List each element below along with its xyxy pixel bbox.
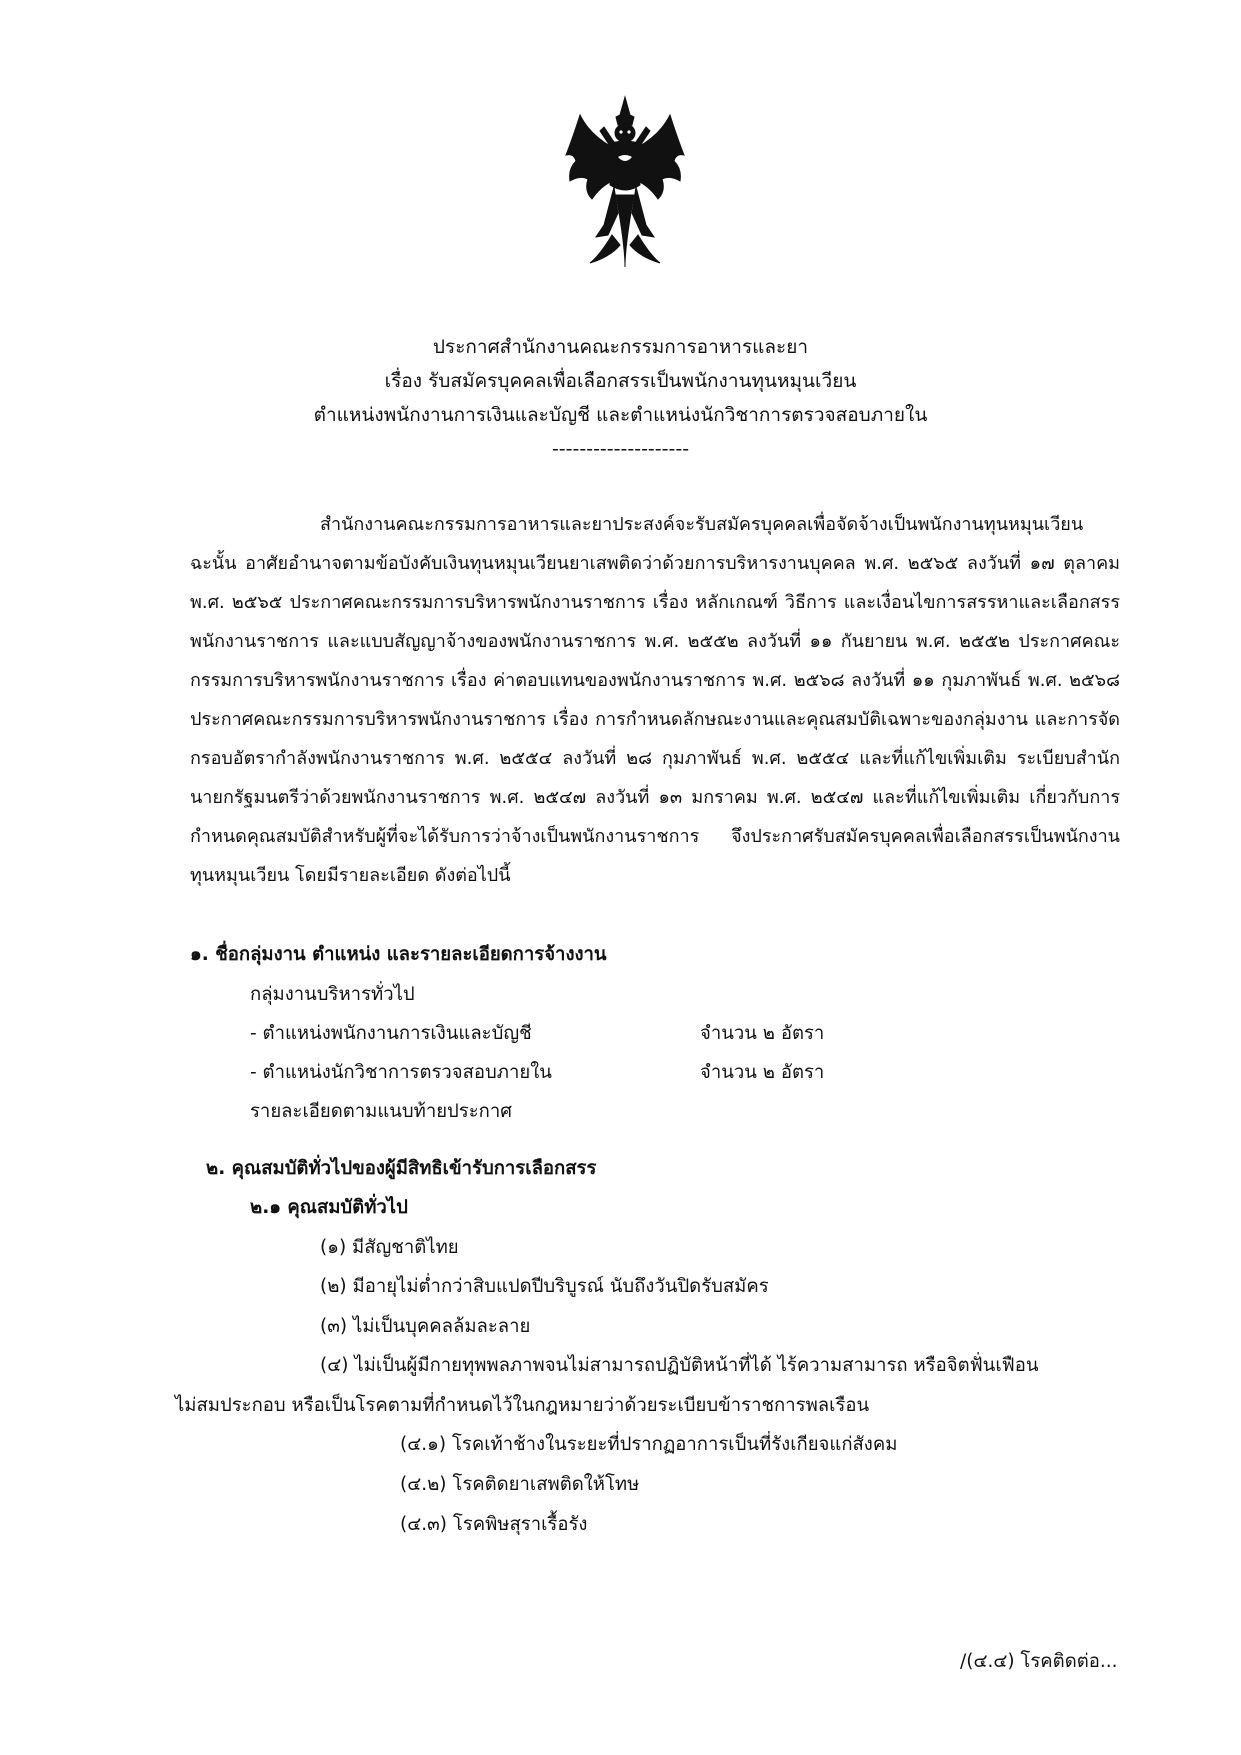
qualification-item-4-continued: ไม่สมประกอบ หรือเป็นโรคตามที่กำหนดไว้ในกฎหมายว่าด้วยระเบียบข้าราชการพลเรือน [175, 1395, 870, 1416]
qualification-item-4: (๔) ไม่เป็นผู้มีกายทุพพลภาพจนไม่สามารถปฏิบัติหน้าที่ได้ ไร้ความสามารถ หรือจิตฟั่นเฟือน [320, 1355, 1039, 1376]
section-2-heading: ๒. คุณสมบัติทั่วไปของผู้มีสิทธิเข้ารับการเลือกสรร [206, 1158, 597, 1179]
announcement-title [0, 330, 1241, 466]
preamble-paragraph [190, 505, 1120, 895]
disease-item-4-2: (๔.๒) โรคติดยาเสพติดให้โทษ [400, 1474, 640, 1495]
title-line-3: ตำแหน่งพนักงานการเงินและบัญชี และตำแหน่งนักวิชาการตรวจสอบภายใน [313, 404, 928, 426]
page-continuation: /(๔.๔) โรคติดต่อ... [960, 1651, 1118, 1672]
position-1-name: - ตำแหน่งพนักงานการเงินและบัญชี [250, 1023, 532, 1044]
disease-item-4-1: (๔.๑) โรคเท้าช้างในระยะที่ปรากฏอาการเป็นที่รังเกียจแก่สังคม [400, 1434, 898, 1455]
disease-item-4-3: (๔.๓) โรคพิษสุราเรื้อรัง [400, 1514, 588, 1535]
title-separator: -------------------- [551, 438, 690, 460]
section-1-note: รายละเอียดตามแนบท้ายประกาศ [250, 1101, 513, 1122]
garuda-emblem-icon [560, 95, 690, 270]
title-line-2: เรื่อง รับสมัครบุคคลเพื่อเลือกสรรเป็นพนักงานทุนหมุนเวียน [384, 370, 857, 392]
position-2-quantity: จำนวน ๒ อัตรา [700, 1062, 825, 1083]
position-2-name: - ตำแหน่งนักวิชาการตรวจสอบภายใน [250, 1062, 552, 1083]
title-line-1: ประกาศสำนักงานคณะกรรมการอาหารและยา [432, 336, 809, 358]
qualification-item-2: (๒) มีอายุไม่ต่ำกว่าสิบแปดปีบริบูรณ์ นับถึงวันปิดรับสมัคร [320, 1276, 769, 1297]
section-2-1-heading: ๒.๑ คุณสมบัติทั่วไป [250, 1197, 408, 1218]
section-1-heading: ๑. ชื่อกลุ่มงาน ตำแหน่ง และรายละเอียดการจ้างงาน [190, 944, 607, 965]
section-1-group: กลุ่มงานบริหารทั่วไป [250, 984, 415, 1005]
qualification-item-3: (๓) ไม่เป็นบุคคลล้มละลาย [320, 1316, 531, 1337]
preamble-text: สำนักงานคณะกรรมการอาหารและยาประสงค์จะรับสมัครบุคคลเพื่อจัดจ้างเป็นพนักงานทุนหมุนเวียน ฉะนั้น อาศัยอำนาจตามข้อบังคับเงินทุนหมุนเวียนยาเสพติดว่าด้วยการบริหารงานบุคคล พ.ศ. ๒๕๖๕ ลงวันที่ ๑๗ ตุลาคม พ.ศ. ๒๕๖๕ ประกาศคณะกรรมการบริหารพนักงานราชการ เรื่อง หลักเกณฑ์ วิธีการ และเงื่อนไขการสรรหาและเลือกสรรพนักงานราชการ และแบบสัญญาจ้างของพนักงานราชการ พ.ศ. ๒๕๕๒ ลงวันที่ ๑๑ กันยายน พ.ศ. ๒๕๕๒ ประกาศคณะกรรมการบริหารพนักงานราชการ เรื่อง ค่าตอบแทนของพนักงานราชการ พ.ศ. ๒๕๖๘ ลงวันที่ ๑๑ กุมภาพันธ์ พ.ศ. ๒๕๖๘ ประกาศคณะกรรมการบริหารพนักงานราชการ เรื่อง การกำหนดลักษณะงานและคุณสมบัติเฉพาะของกลุ่มงาน และการจัดกรอบอัตรากำลังพนักงานราชการ พ.ศ. ๒๕๕๔ ลงวันที่ ๒๘ กุมภาพันธ์ พ.ศ. ๒๕๕๔ และที่แก้ไขเพิ่มเติม ระเบียบสำนักนายกรัฐมนตรีว่าด้วยพนักงานราชการ พ.ศ. ๒๕๔๗ ลงวันที่ ๑๓ มกราคม พ.ศ. ๒๕๔๗ และที่แก้ไขเพิ่มเติม เกี่ยวกับการกำหนดคุณสมบัติสำหรับผู้ที่จะได้รับการว่าจ้างเป็นพนักงานราชการ จึงประกาศรับสมัครบุคคลเพื่อเลือกสรรเป็นพนักงานทุนหมุนเวียน โดยมีรายละเอียด ดังต่อไปนี้ [190, 514, 1120, 886]
qualification-item-1: (๑) มีสัญชาติไทย [320, 1237, 459, 1258]
position-1-quantity: จำนวน ๒ อัตรา [700, 1023, 825, 1044]
